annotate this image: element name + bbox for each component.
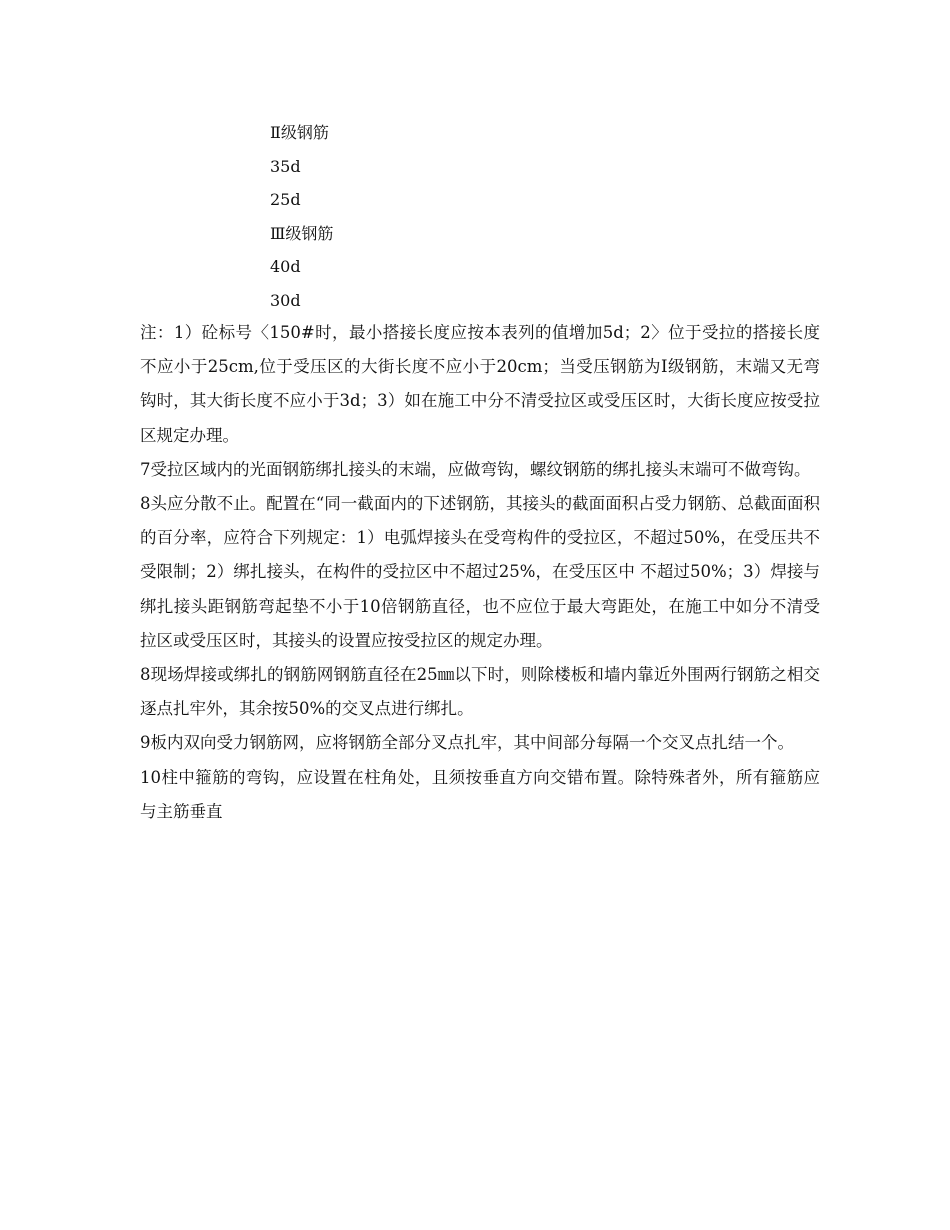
clause-9-paragraph: 9板内双向受力钢筋网，应将钢筋全部分叉点扎牢，其中间部分每隔一个交叉点扎结一个。 — [140, 733, 794, 753]
clause-10-paragraph: 10柱中箍筋的弯钩，应设置在柱角处，且须按垂直方向交错布置。除特殊者外，所有箍筋应与主筋垂直 — [140, 767, 820, 821]
table-cell-grade-3-tension: 40d — [270, 257, 301, 277]
table-cell-grade-3: Ⅲ级钢筋 — [270, 223, 334, 243]
table-cell-grade-3-compression: 30d — [270, 290, 301, 310]
clause-7-paragraph: 7受拉区域内的光面钢筋绑扎接头的末端，应做弯钩，螺纹钢筋的绑扎接头末端可不做弯钩。 — [140, 459, 811, 479]
note-paragraph: 注：1）砼标号〈150#时，最小搭接长度应按本表列的值增加5d；2〉位于受拉的搭接长度不应小于25cm,位于受压区的大街长度不应小于20cm；当受压钢筋为Ⅰ级钢筋，末端又无弯钩时，其大街长度不应小于3d；3）如在施工中分不清受拉区或受压区时，大街长度应按受拉区规定办理。 — [140, 323, 820, 445]
body-text — [140, 316, 820, 829]
table-cell-grade-2: Ⅱ级钢筋 — [270, 123, 329, 142]
table-cell-grade-2-compression: 25d — [270, 190, 301, 210]
table-cell-grade-2-tension: 35d — [270, 156, 301, 176]
clause-8-joints-paragraph: 8头应分散不止。配置在“同一截面内的下述钢筋，其接头的截面面积占受力钢筋、总截面面积的百分率，应符合下列规定：1）电弧焊接头在受弯构件的受拉区，不超过50%，在受压共不受限制；2）绑扎接头，在构件的受拉区中不超过25%，在受压区中 不超过50%；3）焊接与绑扎接头距钢筋弯起垫不小于10倍钢筋直径，也不应位于最大弯距处，在施工中如分不清受拉区或受压区时，其接头的设置应按受拉区的规定办理。 — [140, 494, 820, 650]
lap-length-table-cells — [270, 116, 570, 318]
clause-8-mesh-paragraph: 8现场焊接或绑扎的钢筋网钢筋直径在25㎜以下时，则除楼板和墙内靠近外围两行钢筋之相交逐点扎牢外，其余按50%的交叉点进行绑扎。 — [140, 665, 820, 719]
